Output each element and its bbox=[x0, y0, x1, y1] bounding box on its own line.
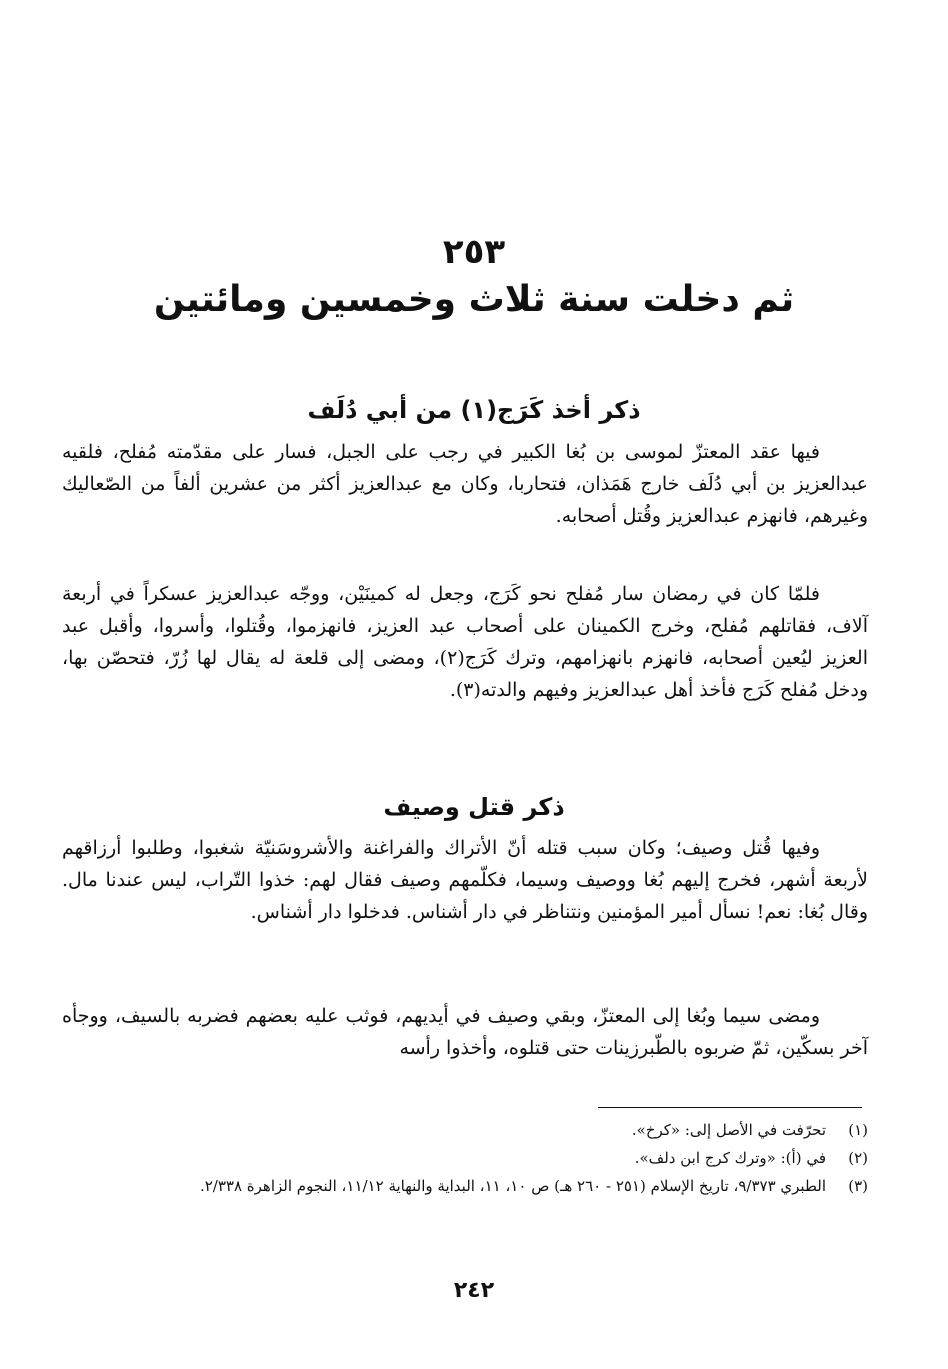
footnote-divider bbox=[598, 1107, 862, 1108]
footnote-number: (٢) bbox=[848, 1149, 868, 1167]
page-number: ٢٤٢ bbox=[453, 1278, 495, 1303]
paragraph: فيها عقد المعتزّ لموسى بن بُغا الكبير في رجب على الجبل، فسار على مقدّمته مُفلح، فلقيه عبدالعزيز بن أبي دُلَف خارج هَمَذان، فتحاربا، وكان مع عبدالعزيز أكثر من عشرين ألفاً من الصّعاليك وغيرهم، فانهزم عبدالعزيز وقُتل أصحابه. bbox=[62, 441, 868, 527]
section-heading-wasif: ذكر قتل وصيف bbox=[383, 793, 565, 821]
footnote bbox=[62, 1174, 868, 1199]
footnote-number: (٣) bbox=[848, 1177, 868, 1195]
footnote-number: (١) bbox=[848, 1121, 868, 1139]
footnote-text: في (أ): «وترك كرج ابن دلف». bbox=[634, 1149, 826, 1167]
footnote-text: تحرّفت في الأصل إلى: «كرخ». bbox=[631, 1121, 826, 1139]
paragraph: وفيها قُتل وصيف؛ وكان سبب قتله أنّ الأتراك والفراغنة والأشروسَنيّة شغبوا، وطلبوا أرزاقهم لأربعة أشهر، فخرج إليهم بُغا ووصيف وسيما، فكلّمهم وصيف فقال لهم: خذوا التّراب، ليس عندنا مال. وقال بُغا: نعم! نسأل أمير المؤمنين ونتناظر في دار أشناس. فدخلوا دار أشناس. bbox=[62, 837, 868, 923]
footnotes bbox=[62, 1118, 868, 1202]
footnote bbox=[62, 1146, 868, 1171]
chapter-title: ثم دخلت سنة ثلاث وخمسين ومائتين bbox=[153, 279, 795, 320]
footnote bbox=[62, 1118, 868, 1143]
year-number: ٢٥٣ bbox=[442, 232, 506, 272]
paragraph: فلمّا كان في رمضان سار مُفلح نحو كَرَج، وجعل له كمينَيْن، ووجّه عبدالعزيز عسكراً في أربعة آلاف، فقاتلهم مُفلح، وخرج الكمينان على أصحاب عبد العزيز، فانهزموا، وقُتلوا، وأسروا، وأقبل عبد العزيز ليُعين أصحابه، فانهزم بانهزامهم، وترك كَرَج(٢)، ومضى إلى قلعة له يقال لها زُرّ، فتحصّن بها، ودخل مُفلح كَرَج فأخذ أهل عبدالعزيز وفيهم والدته(٣). bbox=[62, 583, 868, 701]
section-heading-karaj: ذكر أخذ كَرَج(١) من أبي دُلَف bbox=[307, 396, 641, 424]
paragraph: ومضى سيما وبُغا إلى المعتزّ، وبقي وصيف في أيديهم، فوثب عليه بعضهم فضربه بالسيف، ووجأه آخر بسكّين، ثمّ ضربوه بالطّبرزينات حتى قتلوه، وأخذوا رأسه bbox=[62, 1005, 868, 1059]
footnote-text: الطبري ٩/٣٧٣، تاريخ الإسلام (٢٥١ - ٢٦٠ هـ) ص ١٠، ١١، البداية والنهاية ١١/١٢، النجوم الزاهرة ٢/٣٣٨. bbox=[199, 1177, 826, 1195]
